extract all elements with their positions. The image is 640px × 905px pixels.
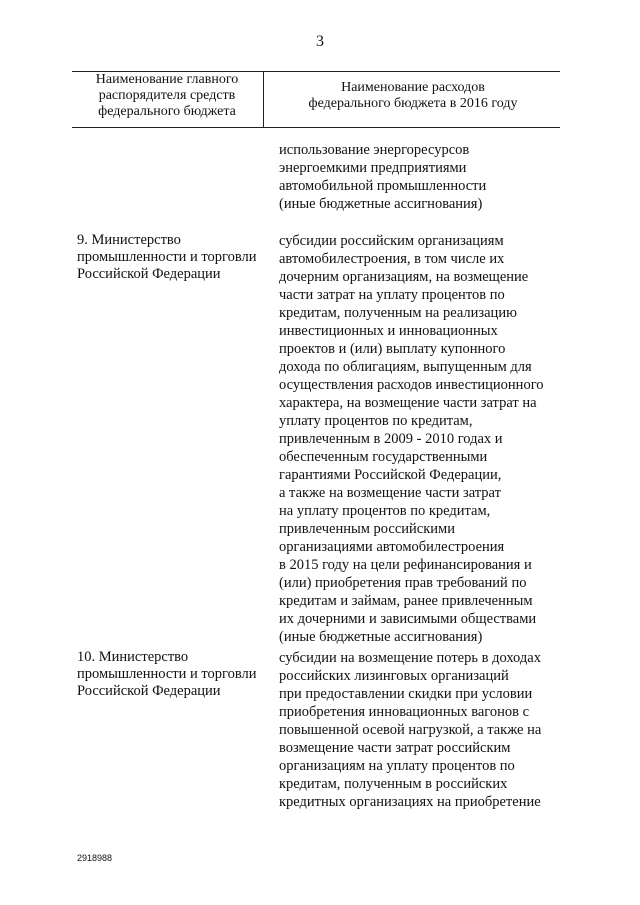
text-line: привлеченным российскими — [279, 521, 455, 537]
text-line: субсидии российским организациям — [279, 233, 504, 249]
text-line: организациям на уплату процентов по — [279, 758, 515, 774]
header-line: федерального бюджета — [98, 104, 236, 119]
text-line: кредитам и займам, ранее привлеченным — [279, 593, 533, 609]
text-line: кредитам, полученным на реализацию — [279, 305, 517, 321]
text-line: части затрат на уплату процентов по — [279, 287, 505, 303]
text-line: гарантиями Российской Федерации, — [279, 467, 502, 483]
text-line: (иные бюджетные ассигнования) — [279, 629, 483, 645]
text-line: промышленности и торговли — [77, 666, 257, 682]
text-line: уплату процентов по кредитам, — [279, 413, 473, 429]
text-line: кредитных организациях на приобретение — [279, 794, 541, 810]
header-line: Наименование расходов — [341, 80, 485, 95]
text-line: в 2015 году на цели рефинансирования и — [279, 557, 532, 573]
text-line: использование энергоресурсов — [279, 142, 470, 158]
table-row-9-expense — [279, 232, 564, 646]
text-line: приобретения инновационных вагонов с — [279, 704, 530, 720]
header-line: федерального бюджета в 2016 году — [308, 96, 518, 111]
table-row-10-recipient — [77, 649, 263, 700]
text-line: 9. Министерство — [77, 232, 181, 248]
text-line: обеспеченным государственными — [279, 449, 488, 465]
text-line: промышленности и торговли — [77, 249, 257, 265]
table-header-column-divider — [263, 71, 264, 127]
text-line: Российской Федерации — [77, 266, 221, 282]
text-line: кредитам, полученным в российских — [279, 776, 508, 792]
column-header-expenses — [268, 80, 558, 112]
text-line: возмещение части затрат российским — [279, 740, 511, 756]
text-line: осуществления расходов инвестиционного — [279, 377, 544, 393]
text-line: (или) приобретения прав требований по — [279, 575, 527, 591]
text-line: повышенной осевой нагрузкой, а также на — [279, 722, 542, 738]
text-line: 10. Министерство — [77, 649, 189, 665]
header-line: Наименование главного — [95, 72, 239, 87]
text-line: их дочерними и зависимыми обществами — [279, 611, 537, 627]
text-line: автомобилестроения, в том числе их — [279, 251, 505, 267]
text-line: Российской Федерации — [77, 683, 221, 699]
document-code: 2918988 — [77, 853, 113, 863]
text-line: характера, на возмещение части затрат на — [279, 395, 537, 411]
text-line: (иные бюджетные ассигнования) — [279, 196, 483, 212]
text-line: дочерним организациям, на возмещение — [279, 269, 529, 285]
text-line: на уплату процентов по кредитам, — [279, 503, 491, 519]
text-line: автомобильной промышленности — [279, 178, 487, 194]
table-header-bottom-rule — [72, 127, 560, 128]
text-line: инвестиционных и инновационных — [279, 323, 498, 339]
text-line: субсидии на возмещение потерь в доходах — [279, 650, 541, 666]
text-line: энергоемкими предприятиями — [279, 160, 467, 176]
header-line: распорядителя средств — [98, 88, 236, 103]
text-line: российских лизинговых организаций — [279, 668, 509, 684]
table-row-10-expense — [279, 649, 564, 811]
text-line: а также на возмещение части затрат — [279, 485, 501, 501]
column-header-recipient — [74, 72, 260, 120]
page-number: 3 — [316, 33, 324, 50]
table-row-9-recipient — [77, 232, 263, 283]
text-line: дохода по облигациям, выпущенным для — [279, 359, 532, 375]
text-line: проектов и (или) выплату купонного — [279, 341, 506, 357]
text-line: организациями автомобилестроения — [279, 539, 505, 555]
text-line: привлеченным в 2009 - 2010 годах и — [279, 431, 503, 447]
table-row-continuation-expense — [279, 141, 564, 213]
text-line: при предоставлении скидки при условии — [279, 686, 533, 702]
